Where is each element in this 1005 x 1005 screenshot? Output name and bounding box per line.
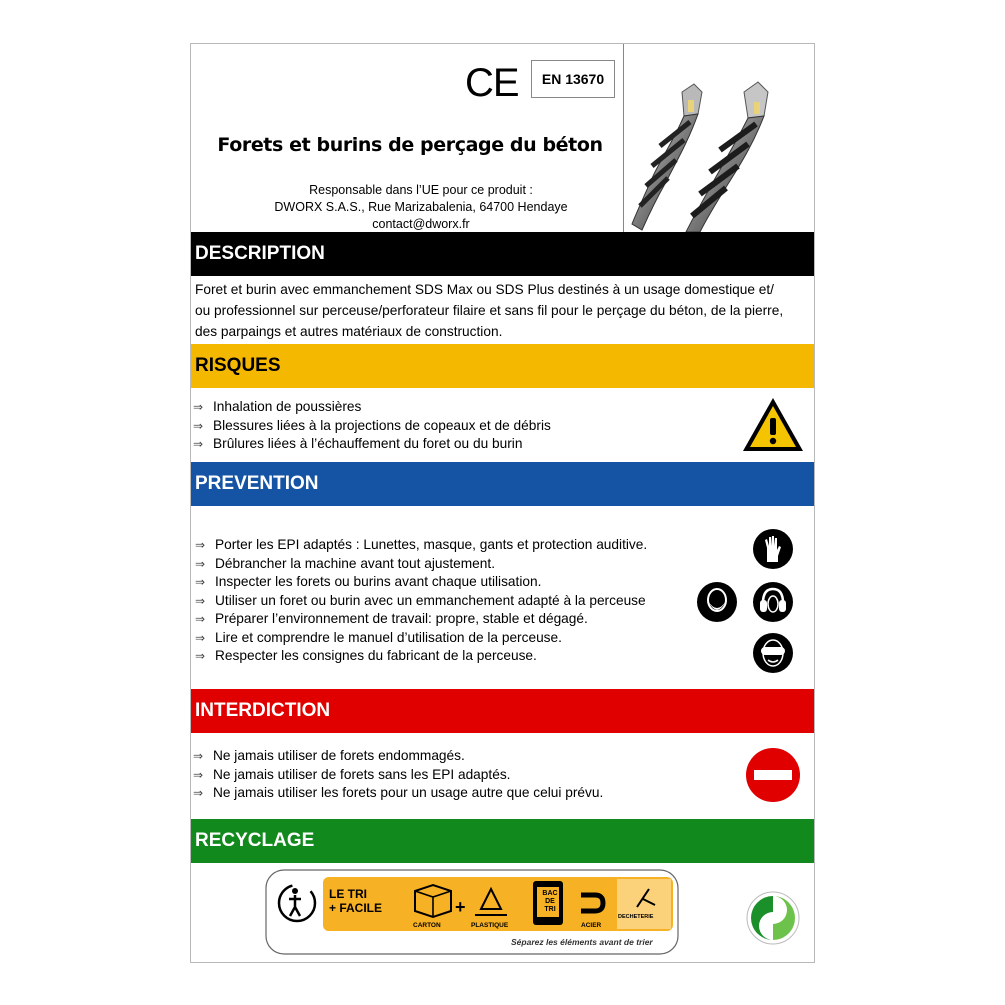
interdiction-text: Ne jamais utiliser de forets endommagés.	[213, 748, 465, 763]
list-item	[193, 747, 603, 766]
drill-bits-photo	[624, 44, 814, 232]
risque-text: Blessures liées à la projections de copeaux et de débris	[213, 417, 551, 433]
tri-caption: Séparez les éléments avant de trier	[511, 937, 653, 947]
list-item	[193, 784, 603, 803]
list-item	[193, 398, 551, 417]
mask-icon	[696, 581, 738, 623]
arrow-icon: ⇒	[193, 437, 204, 451]
responsible-line: Responsable dans l’UE pour ce produit :	[309, 183, 533, 197]
green-dot-icon	[745, 890, 801, 946]
list-item	[195, 555, 647, 574]
arrow-icon: ⇒	[195, 612, 206, 626]
description-line: des parpaings et autres matériaux de construction.	[195, 324, 503, 339]
decheterie-label: DECHETERIE	[618, 914, 654, 920]
carton-label: CARTON	[413, 922, 441, 929]
section-recyclage-heading: RECYCLAGE	[191, 819, 814, 863]
bac-line: BAC	[542, 890, 558, 897]
bac-line: DE	[545, 898, 555, 905]
triman-line: LE TRI	[329, 887, 367, 901]
section-description-heading: DESCRIPTION	[191, 232, 814, 276]
drill-bits-image	[624, 44, 814, 232]
ear-protection-icon	[752, 581, 794, 623]
bac-de-tri-label	[539, 890, 561, 914]
no-entry-icon	[745, 747, 801, 803]
responsible-email: contact@dworx.fr	[372, 217, 470, 231]
list-item	[195, 573, 647, 592]
arrow-icon: ⇒	[195, 593, 206, 608]
description-line: Foret et burin avec emmanchement SDS Max ou SDS Plus destinés à un usage domestique et/	[195, 282, 774, 297]
prevention-text: Porter les EPI adaptés : Lunettes, masque, gants et protection auditive.	[215, 537, 648, 552]
list-item	[195, 536, 647, 555]
ce-mark: CE	[465, 61, 519, 105]
prevention-text: Lire et comprendre le manuel d’utilisation de la perceuse.	[215, 629, 562, 645]
goggles-icon	[752, 632, 794, 674]
section-interdiction-heading: INTERDICTION	[191, 689, 814, 733]
prevention-text: Inspecter les forets ou burins avant chaque utilisation.	[215, 574, 542, 589]
arrow-icon: ⇒	[195, 575, 206, 589]
risque-text: Inhalation de poussières	[213, 399, 362, 414]
product-safety-sheet	[190, 43, 815, 963]
prevention-text: Utiliser un foret ou burin avec un emmanchement adapté à la perceuse	[215, 592, 646, 608]
decheterie-icon	[617, 879, 671, 929]
list-item	[195, 629, 647, 648]
triman-text	[329, 887, 382, 915]
list-item	[195, 647, 647, 666]
prevention-text: Respecter les consignes du fabricant de la perceuse.	[215, 648, 537, 663]
arrow-icon: ⇒	[193, 418, 204, 433]
list-item	[195, 592, 647, 611]
prevention-list	[195, 536, 647, 666]
arrow-icon: ⇒	[193, 400, 204, 414]
warning-triangle-icon	[741, 396, 805, 454]
list-item	[193, 417, 551, 436]
prevention-text: Débrancher la machine avant tout ajustement.	[215, 555, 495, 571]
list-item	[193, 435, 551, 454]
responsible-address: DWORX S.A.S., Rue Marizabalenia, 64700 Hendaye	[274, 200, 568, 214]
list-item	[195, 610, 647, 629]
responsible-block	[231, 182, 611, 233]
page-title: Forets et burins de perçage du béton	[217, 134, 603, 156]
triman-line: + FACILE	[329, 901, 383, 915]
arrow-icon: ⇒	[195, 538, 206, 552]
gloves-icon	[752, 528, 794, 570]
header	[191, 44, 814, 232]
arrow-icon: ⇒	[193, 749, 204, 763]
arrow-icon: ⇒	[195, 630, 206, 645]
section-risques-heading: RISQUES	[191, 344, 814, 388]
arrow-icon: ⇒	[193, 767, 204, 782]
section-prevention-heading: PREVENTION	[191, 462, 814, 506]
acier-label: ACIER	[581, 922, 602, 929]
plastique-label: PLASTIQUE	[471, 922, 509, 929]
risque-text: Brûlures liées à l’échauffement du foret ou du burin	[213, 436, 523, 451]
description-text	[195, 279, 811, 342]
header-left	[191, 44, 623, 232]
interdiction-text: Ne jamais utiliser de forets sans les EPI adaptés.	[213, 766, 511, 782]
description-line: ou professionnel sur perceuse/perforateur filaire et sans fil pour le perçage du béton, de la pierre,	[195, 303, 784, 318]
bac-line: TRI	[544, 906, 556, 913]
interdiction-list	[193, 747, 603, 803]
risques-list	[193, 398, 551, 454]
interdiction-text: Ne jamais utiliser les forets pour un usage autre que celui prévu.	[213, 785, 604, 800]
norm-badge: EN 13670	[531, 60, 615, 98]
arrow-icon: ⇒	[195, 649, 206, 663]
arrow-icon: ⇒	[193, 786, 204, 800]
prevention-text: Préparer l’environnement de travail: propre, stable et dégagé.	[215, 611, 588, 626]
arrow-icon: ⇒	[195, 556, 206, 571]
plus-sign: +	[455, 897, 466, 917]
list-item	[193, 766, 603, 785]
